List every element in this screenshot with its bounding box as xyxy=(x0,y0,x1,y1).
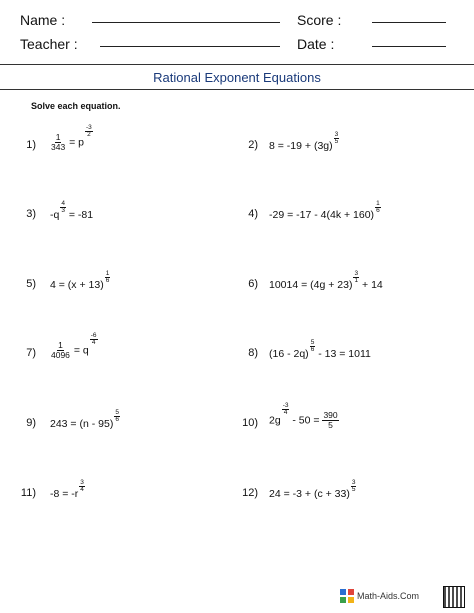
problem-5-equation: 4 = (x + 13) $\frac{1}{6}$ xyxy=(50,270,110,291)
name-label: Name : xyxy=(20,12,66,28)
math-aids-brand: Math-Aids.Com xyxy=(357,591,420,601)
score-label: Score : xyxy=(297,12,342,28)
problem-6-equation: 10014 = (4g + 23) $\frac{3}{1}$ + 14 xyxy=(269,270,383,291)
problem-11-equation: -8 = -r $\frac{3}{4}$ xyxy=(50,479,84,500)
score-line[interactable] xyxy=(372,22,446,23)
problem-number: 3) xyxy=(26,208,36,220)
problem-2-equation: 8 = -19 + (3g) $\frac{3}{5}$ xyxy=(269,131,339,152)
problem-number: 2) xyxy=(248,139,258,151)
problem-number: 5) xyxy=(26,278,36,290)
problem-number: 12) xyxy=(242,487,258,499)
instructions: Solve each equation. xyxy=(31,101,121,111)
problem-4-equation: -29 = -17 - 4(4k + 160) $\frac{1}{6}$ xyxy=(269,200,380,221)
math-aids-logo-icon xyxy=(340,589,354,603)
page-title: Rational Exponent Equations xyxy=(153,70,321,85)
problem-1-equation: $\frac{1}{343}$ = p $\frac{-3}{2}$ xyxy=(51,124,92,152)
problem-8-equation: (16 - 2q) $\frac{5}{6}$ - 13 = 1011 xyxy=(269,339,371,360)
teacher-label: Teacher : xyxy=(20,36,78,52)
problem-9-equation: 243 = (n - 95) $\frac{5}{6}$ xyxy=(50,409,119,430)
problem-number: 7) xyxy=(26,347,36,359)
problem-number: 4) xyxy=(248,208,258,220)
problem-12-equation: 24 = -3 + (c + 33) $\frac{3}{5}$ xyxy=(269,479,356,500)
problem-10-equation: 2g $\frac{-3}{4}$ - 50 = $\frac{390}{5}$ xyxy=(269,402,338,430)
problem-number: 10) xyxy=(242,417,258,429)
date-label: Date : xyxy=(297,36,335,52)
problem-7-equation: $\frac{1}{4096}$ = q $\frac{-6}{4}$ xyxy=(51,332,97,360)
header-divider xyxy=(0,64,474,65)
problem-number: 1) xyxy=(26,139,36,151)
name-line[interactable] xyxy=(92,22,280,23)
problem-number: 11) xyxy=(20,487,36,499)
problem-number: 9) xyxy=(26,417,36,429)
problem-number: 8) xyxy=(248,347,258,359)
title-divider xyxy=(0,89,474,90)
problem-3-equation: -q $\frac{4}{3}$ = -81 xyxy=(50,200,94,221)
teacher-line[interactable] xyxy=(100,46,280,47)
qr-code-icon xyxy=(443,586,465,608)
problem-number: 6) xyxy=(248,278,258,290)
date-line[interactable] xyxy=(372,46,446,47)
